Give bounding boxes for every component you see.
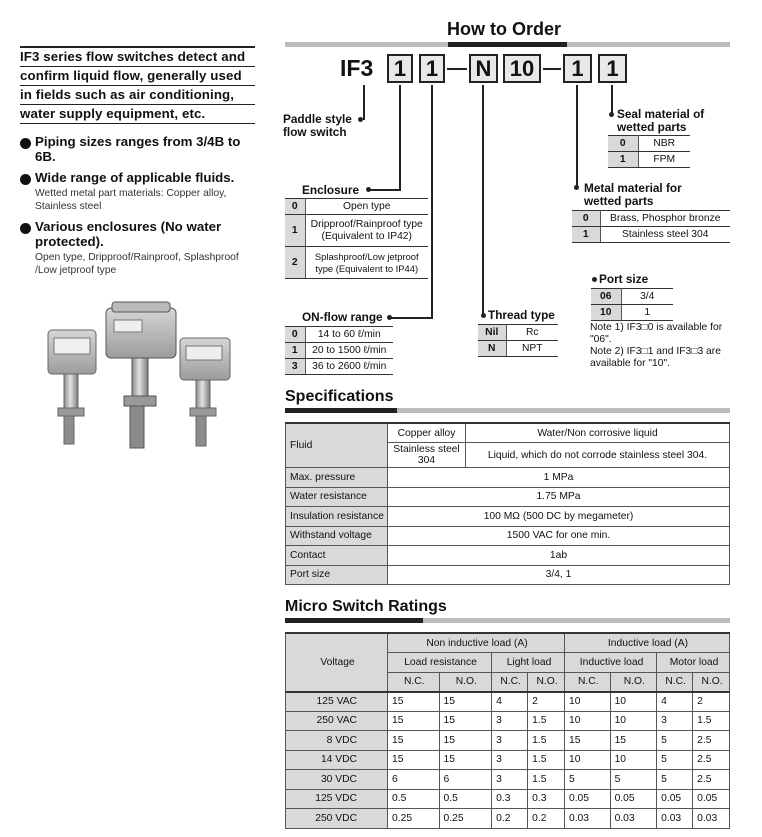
option-code: 1 (572, 227, 600, 243)
no-header: N.O. (439, 672, 492, 692)
option-value: 36 to 2600 ℓ/min (305, 359, 393, 375)
rating-cell: 10 (564, 750, 610, 770)
spec-label: Insulation resistance (286, 507, 388, 527)
rating-cell: 1.5 (693, 711, 730, 731)
rating-cell: 10 (610, 692, 657, 712)
how-to-order-rule (285, 42, 730, 47)
rating-cell: 3 (492, 731, 528, 751)
rating-cell: 5 (610, 770, 657, 790)
rating-cell: 15 (564, 731, 610, 751)
table-row (286, 809, 730, 829)
rating-cell: 5 (657, 731, 693, 751)
spec-value: 1ab (388, 546, 730, 566)
option-value: Brass, Phosphor bronze (600, 211, 730, 227)
voltage-cell: 250 VAC (286, 711, 388, 731)
leader-line (576, 85, 578, 189)
rating-cell: 2.5 (693, 731, 730, 751)
table-row (285, 343, 393, 359)
code-dash (543, 68, 561, 70)
voltage-cell: 250 VDC (286, 809, 388, 829)
table-row (286, 750, 730, 770)
leader-line (363, 85, 365, 120)
note-1: Note 1) IF3□0 is available for "06". (590, 322, 723, 345)
rating-cell: 6 (439, 770, 492, 790)
rating-cell: 6 (388, 770, 440, 790)
table-row (286, 487, 730, 507)
rating-cell: 0.03 (564, 809, 610, 829)
rating-cell: 0.05 (610, 789, 657, 809)
option-code: 10 (591, 305, 621, 321)
table-row (572, 227, 730, 243)
code-box-onflow: 1 (419, 54, 445, 83)
table-row (286, 565, 730, 585)
port-size-table (591, 288, 673, 321)
table-row (286, 526, 730, 546)
table-row (286, 731, 730, 751)
subgroup-header: Light load (492, 653, 565, 673)
rating-cell: 10 (564, 711, 610, 731)
feature-subtext: Open type, Dripproof/Rainproof, Splashproof /Low jetproof type (35, 252, 239, 276)
feature-fluids (20, 170, 260, 213)
voltage-cell: 125 VDC (286, 789, 388, 809)
feature-piping-sizes (20, 134, 260, 164)
rating-cell: 1.5 (528, 750, 565, 770)
option-value: NBR (638, 136, 690, 152)
leader-dot (366, 187, 371, 192)
subgroup-header: Motor load (657, 653, 730, 673)
spec-material: Copper alloy (388, 423, 466, 443)
subgroup-header: Inductive load (564, 653, 656, 673)
spec-label: Water resistance (286, 487, 388, 507)
ratings-title: Micro Switch Ratings (285, 598, 447, 615)
spec-value: 1500 VAC for one min. (388, 526, 730, 546)
rating-cell: 15 (388, 731, 440, 751)
option-value: Dripproof/Rainproof type (Equivalent to IP42) (305, 215, 428, 247)
option-code: 1 (285, 343, 305, 359)
spec-label: Port size (286, 565, 388, 585)
rating-cell: 3 (492, 750, 528, 770)
rating-cell: 5 (657, 770, 693, 790)
seal-material-label: Seal material of wetted parts (617, 107, 705, 134)
table-row (286, 423, 730, 443)
table-row (285, 199, 428, 215)
rating-cell: 2 (693, 692, 730, 712)
rating-cell: 10 (610, 711, 657, 731)
option-code: 2 (285, 247, 305, 279)
rating-cell: 0.05 (657, 789, 693, 809)
metal-material-table (572, 210, 730, 243)
option-code: 06 (591, 289, 621, 305)
rating-cell: 0.03 (693, 809, 730, 829)
option-code: 1 (608, 152, 638, 168)
rating-cell: 3 (492, 770, 528, 790)
code-box-thread: N (469, 54, 498, 83)
spec-label: Max. pressure (286, 468, 388, 488)
ratings-rule (285, 618, 730, 623)
voltage-cell: 14 VDC (286, 750, 388, 770)
rating-cell: 15 (610, 731, 657, 751)
voltage-header: Voltage (286, 633, 388, 692)
rating-cell: 15 (388, 692, 440, 712)
rating-cell: 15 (439, 711, 492, 731)
no-header: N.O. (528, 672, 565, 692)
specifications-table (285, 422, 730, 585)
paddle-style-label: Paddle style flow switch (283, 112, 352, 139)
switch-unit-dripproof-icon (106, 302, 176, 448)
leader-dot (481, 313, 486, 318)
leader-line (390, 317, 433, 319)
rating-cell: 2.5 (693, 750, 730, 770)
table-row (286, 468, 730, 488)
option-code: N (478, 341, 506, 357)
rating-cell: 1.5 (528, 711, 565, 731)
rating-cell: 15 (388, 750, 440, 770)
leader-dot (387, 315, 392, 320)
option-code: 1 (285, 215, 305, 247)
enclosure-table (285, 198, 428, 279)
rating-cell: 3 (657, 711, 693, 731)
rating-cell: 15 (439, 750, 492, 770)
rating-cell: 0.03 (657, 809, 693, 829)
subgroup-header: Load resistance (388, 653, 492, 673)
group-header: Inductive load (A) (564, 633, 729, 653)
rating-cell: 0.05 (564, 789, 610, 809)
nc-header: N.C. (388, 672, 440, 692)
note-2: Note 2) IF3□1 and IF3□3 are available for "10". (590, 346, 721, 369)
rating-cell: 15 (439, 731, 492, 751)
table-row (286, 770, 730, 790)
table-row (286, 546, 730, 566)
rating-cell: 0.25 (388, 809, 440, 829)
option-value: FPM (638, 152, 690, 168)
how-to-order-title: How to Order (447, 19, 562, 39)
table-row (285, 215, 428, 247)
feature-title: Piping sizes ranges from 3/4B to 6B. (35, 134, 241, 164)
model-prefix: IF3 (340, 55, 374, 81)
bullet-icon (20, 138, 31, 149)
spec-label: Contact (286, 546, 388, 566)
rating-cell: 0.2 (492, 809, 528, 829)
rating-cell: 0.03 (610, 809, 657, 829)
rating-cell: 4 (492, 692, 528, 712)
rating-cell: 5 (564, 770, 610, 790)
leader-line (611, 85, 613, 114)
spec-value: Liquid, which do not corrode stainless steel 304. (466, 443, 730, 468)
rating-cell: 4 (657, 692, 693, 712)
option-value: 1 (621, 305, 673, 321)
specifications-title: Specifications (285, 388, 394, 405)
onflow-table (285, 326, 393, 375)
table-row (286, 507, 730, 527)
code-box-port: 10 (503, 54, 541, 83)
rating-cell: 0.5 (439, 789, 492, 809)
feature-enclosures (20, 219, 260, 277)
onflow-label: ON-flow range (302, 310, 383, 324)
nc-header: N.C. (564, 672, 610, 692)
leader-line (482, 85, 484, 315)
rating-cell: 1.5 (528, 770, 565, 790)
spec-value: Water/Non corrosive liquid (466, 423, 730, 443)
table-row (286, 633, 730, 653)
leader-dot (592, 277, 597, 282)
nc-header: N.C. (657, 672, 693, 692)
no-header: N.O. (693, 672, 730, 692)
spec-value: 100 MΩ (500 DC by megameter) (388, 507, 730, 527)
rating-cell: 0.05 (693, 789, 730, 809)
table-row (572, 211, 730, 227)
no-header: N.O. (610, 672, 657, 692)
leader-line (399, 85, 401, 191)
rating-cell: 1.5 (528, 731, 565, 751)
switch-unit-open-icon (48, 330, 96, 444)
table-row (286, 789, 730, 809)
rating-cell: 3 (492, 711, 528, 731)
rating-cell: 10 (564, 692, 610, 712)
spec-label: Withstand voltage (286, 526, 388, 546)
option-value: Open type (305, 199, 428, 215)
bullet-icon (20, 223, 31, 234)
leader-line (431, 85, 433, 319)
spec-value: 3/4, 1 (388, 565, 730, 585)
spec-value: 1 MPa (388, 468, 730, 488)
intro-paragraph (20, 46, 255, 124)
table-row (286, 692, 730, 712)
table-row (478, 341, 558, 357)
thread-label: Thread type (488, 308, 555, 322)
option-code: 0 (285, 327, 305, 343)
rating-cell: 2.5 (693, 770, 730, 790)
option-value: Splashproof/Low jetproof type (Equivalent to IP44) (305, 247, 428, 279)
table-row (286, 711, 730, 731)
metal-material-label: Metal material for wetted parts (584, 181, 682, 208)
leader-dot (574, 185, 579, 190)
rating-cell: 10 (610, 750, 657, 770)
option-value: Stainless steel 304 (600, 227, 730, 243)
nc-header: N.C. (492, 672, 528, 692)
option-value: 14 to 60 ℓ/min (305, 327, 393, 343)
code-box-enclosure: 1 (387, 54, 413, 83)
ratings-table (285, 632, 730, 829)
code-dash (447, 68, 467, 70)
rating-cell: 15 (439, 692, 492, 712)
intro-line: IF3 series flow switches detect and (20, 48, 255, 67)
voltage-cell: 8 VDC (286, 731, 388, 751)
table-row (285, 327, 393, 343)
table-row (285, 359, 393, 375)
thread-table (478, 324, 558, 357)
spec-material: Stainless steel 304 (388, 443, 466, 468)
bullet-icon (20, 174, 31, 185)
group-header: Non inductive load (A) (388, 633, 565, 653)
feature-title: Wide range of applicable fluids. (35, 170, 235, 185)
option-value: 20 to 1500 ℓ/min (305, 343, 393, 359)
table-row (591, 305, 673, 321)
rating-cell: 15 (388, 711, 440, 731)
feature-title: Various enclosures (No water protected). (35, 219, 222, 249)
leader-dot (358, 117, 363, 122)
rating-cell: 0.25 (439, 809, 492, 829)
intro-line: confirm liquid flow, generally used (20, 67, 255, 86)
spec-value: 1.75 MPa (388, 487, 730, 507)
option-value: NPT (506, 341, 558, 357)
table-row (591, 289, 673, 305)
rating-cell: 0.5 (388, 789, 440, 809)
rating-cell: 0.3 (492, 789, 528, 809)
option-code: 3 (285, 359, 305, 375)
rating-cell: 5 (657, 750, 693, 770)
table-row (608, 152, 690, 168)
table-row (608, 136, 690, 152)
product-photo (30, 300, 255, 460)
ratings-body (286, 692, 730, 829)
rating-cell: 0.3 (528, 789, 565, 809)
enclosure-label: Enclosure (302, 183, 360, 197)
table-row (478, 325, 558, 341)
option-value: Rc (506, 325, 558, 341)
rating-cell: 0.2 (528, 809, 565, 829)
option-value: 3/4 (621, 289, 673, 305)
option-code: 0 (285, 199, 305, 215)
code-box-metal: 1 (563, 54, 592, 83)
specifications-rule (285, 408, 730, 413)
rating-cell: 2 (528, 692, 565, 712)
leader-line (369, 189, 401, 191)
switch-unit-splashproof-icon (180, 338, 230, 446)
option-code: 0 (608, 136, 638, 152)
option-code: Nil (478, 325, 506, 341)
table-row (285, 247, 428, 279)
option-code: 0 (572, 211, 600, 227)
intro-line: water supply equipment, etc. (20, 105, 255, 124)
code-box-seal: 1 (598, 54, 627, 83)
seal-material-table (608, 135, 690, 168)
intro-line: in fields such as air conditioning, (20, 86, 255, 105)
leader-dot (609, 112, 614, 117)
feature-subtext: Wetted metal part materials: Copper alloy, Stainless steel (35, 188, 227, 212)
port-size-label: Port size (599, 272, 649, 286)
voltage-cell: 30 VDC (286, 770, 388, 790)
spec-label-fluid: Fluid (286, 423, 388, 468)
voltage-cell: 125 VAC (286, 692, 388, 712)
